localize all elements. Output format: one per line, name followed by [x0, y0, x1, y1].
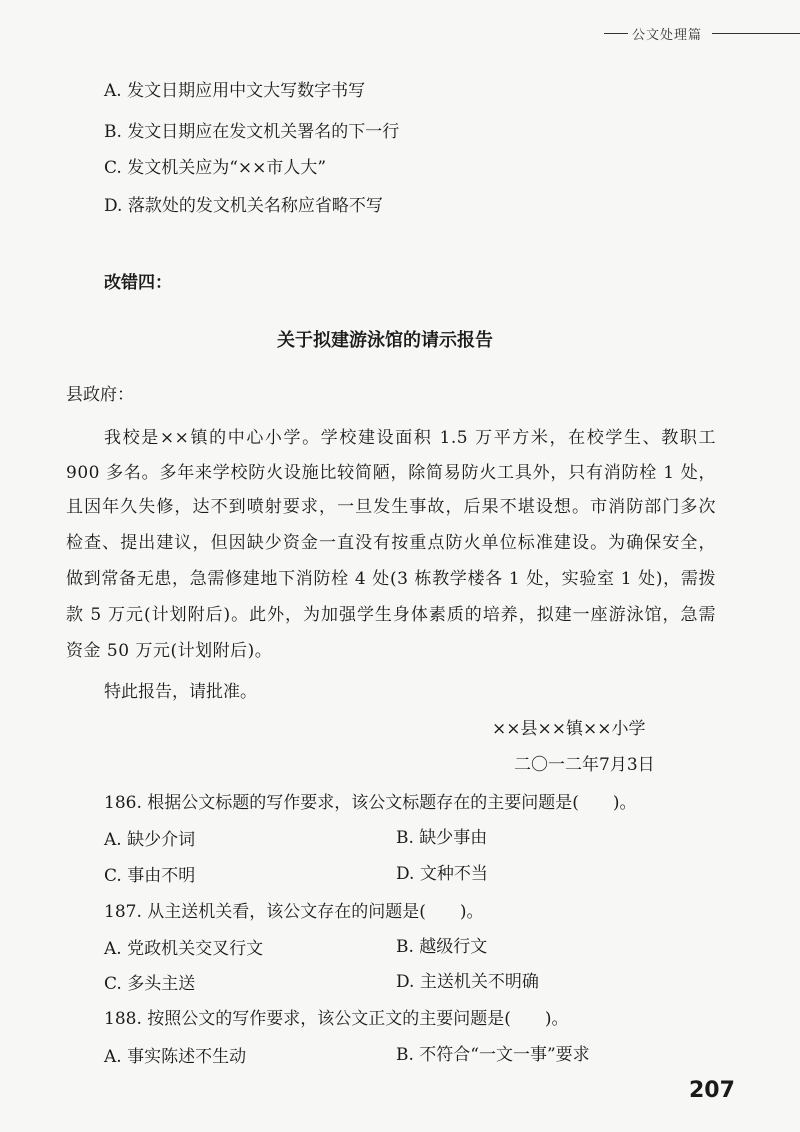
prev-option-c: C. 发文机关应为“××市人大”	[104, 158, 327, 178]
body-line-2: 900 多名。多年来学校防火设施比较简陋，除简易防火工具外，只有消防栓 1 处，	[66, 463, 716, 483]
question-186-option-d: D. 文种不当	[396, 864, 488, 884]
question-187-stem: 187. 从主送机关看，该公文存在的问题是( )。	[104, 902, 484, 922]
question-186-option-b: B. 缺少事由	[396, 828, 488, 848]
body-line-3: 且因年久失修，达不到喷射要求，一旦发生事故，后果不堪设想。市消防部门多次	[66, 497, 716, 517]
document-signature: ××县××镇××小学	[492, 719, 646, 739]
question-188-option-a: A. 事实陈述不生动	[104, 1047, 247, 1067]
question-186-option-c: C. 事由不明	[104, 866, 196, 886]
prev-option-a: A. 发文日期应用中文大写数字书写	[104, 81, 366, 101]
document-closing: 特此报告，请批准。	[104, 682, 257, 702]
header-rule-left	[604, 33, 628, 34]
section-label: 改错四：	[104, 273, 172, 293]
body-line-4: 检查、提出建议，但因缺少资金一直没有按重点防火单位标准建设。为确保安全，	[66, 533, 716, 553]
document-date: 二〇一二年7月3日	[514, 755, 655, 775]
question-188-option-b: B. 不符合“一文一事”要求	[396, 1045, 590, 1065]
header-rule-right	[712, 33, 800, 34]
document-title: 关于拟建游泳馆的请示报告	[277, 330, 493, 351]
page-number: 207	[689, 1078, 735, 1103]
running-header: 公文处理篇	[632, 28, 703, 43]
body-line-7: 资金 50 万元(计划附后)。	[66, 641, 273, 661]
question-186-stem: 186. 根据公文标题的写作要求，该公文标题存在的主要问题是( )。	[104, 793, 637, 813]
prev-option-b: B. 发文日期应在发文机关署名的下一行	[104, 122, 400, 142]
question-187-option-d: D. 主送机关不明确	[396, 972, 539, 992]
body-line-1: 我校是××镇的中心小学。学校建设面积 1.5 万平方米，在校学生、教职工	[104, 428, 716, 448]
question-187-option-b: B. 越级行文	[396, 937, 488, 957]
question-186-option-a: A. 缺少介词	[104, 830, 196, 850]
body-line-6: 款 5 万元(计划附后)。此外，为加强学生身体素质的培养，拟建一座游泳馆，急需	[66, 605, 716, 625]
prev-option-d: D. 落款处的发文机关名称应省略不写	[104, 196, 383, 216]
document-salutation: 县政府：	[66, 385, 134, 405]
body-line-5: 做到常备无患，急需修建地下消防栓 4 处(3 栋教学楼各 1 处，实验室 1 处)，需拨	[66, 569, 716, 589]
question-187-option-c: C. 多头主送	[104, 974, 196, 994]
question-187-option-a: A. 党政机关交叉行文	[104, 939, 264, 959]
question-188-stem: 188. 按照公文的写作要求，该公文正文的主要问题是( )。	[104, 1009, 569, 1029]
